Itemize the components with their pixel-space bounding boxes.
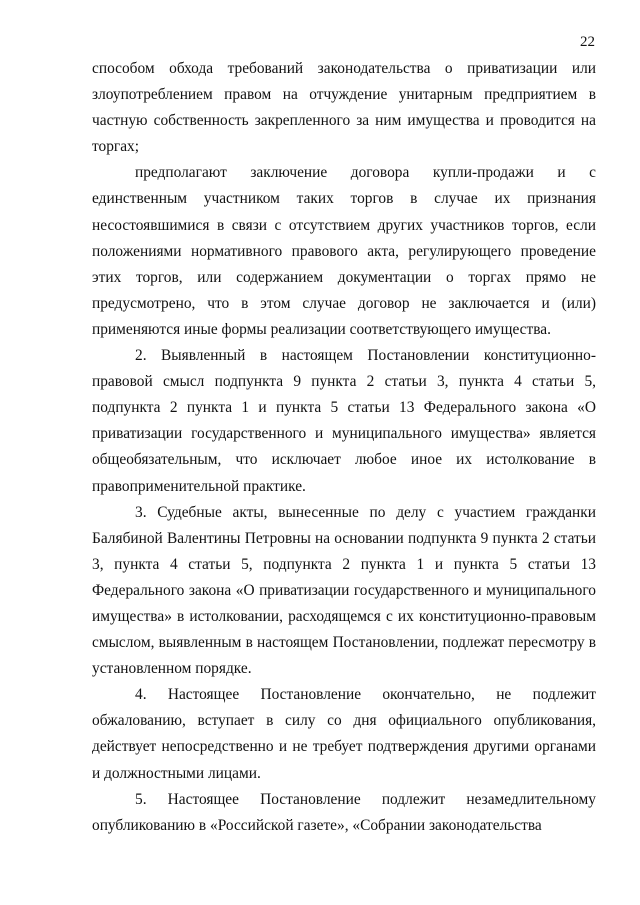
paragraph-item-3: 3. Судебные акты, вынесенные по делу с участием гражданки Балябиной Валентины Петровны на основании подпункта 9 пункта 2 статьи 3, пункта 4 статьи 5, подпункта 2 пункта 1 и пункта 5 статьи 13 Федерального закона «О приватизации государственного и муниципального имущества» в истолковании, расходящемся с их конституционно-правовым смыслом, выявленным в настоящем Постановлении, подлежат пересмотру в установленном порядке.: [92, 503, 596, 678]
document-body: [92, 56, 596, 839]
paragraph-item-2: 2. Выявленный в настоящем Постановлении конституционно-правовой смысл подпункта 9 пункта 2 статьи 3, пункта 4 статьи 5, подпункта 2 пункта 1 и пункта 5 статьи 13 Федерального закона «О приватизации государственного и муниципального имущества» является общеобязательным, что исключает любое иное их истолкование в правоприменительной практике.: [92, 347, 596, 495]
paragraph-contract-conditions: предполагают заключение договора купли-продажи и с единственным участником таких торгов в случае их признания несостоявшимися в связи с отсутствием других участников торгов, если положениями нормативного правового акта, регулирующего проведение этих торгов, или содержанием документации о торгах прямо не предусмотрено, что в этом случае договор не заключается и (или) применяются иные формы реализации соответствующего имущества.: [92, 164, 596, 338]
paragraph-item-4: 4. Настоящее Постановление окончательно, не подлежит обжалованию, вступает в силу со дня официального опубликования, действует непосредственно и не требует подтверждения другими органами и должностными лицами.: [92, 686, 596, 782]
page-number: 22: [580, 34, 595, 50]
paragraph-continuation: способом обхода требований законодательства о приватизации или злоупотреблением правом на отчуждение унитарным предприятием в частную собственность закрепленного за ним имущества и проводится на торгах;: [92, 60, 596, 156]
paragraph-item-5: 5. Настоящее Постановление подлежит незамедлительному опубликованию в «Российской газете», «Собрании законодательства: [92, 790, 596, 834]
